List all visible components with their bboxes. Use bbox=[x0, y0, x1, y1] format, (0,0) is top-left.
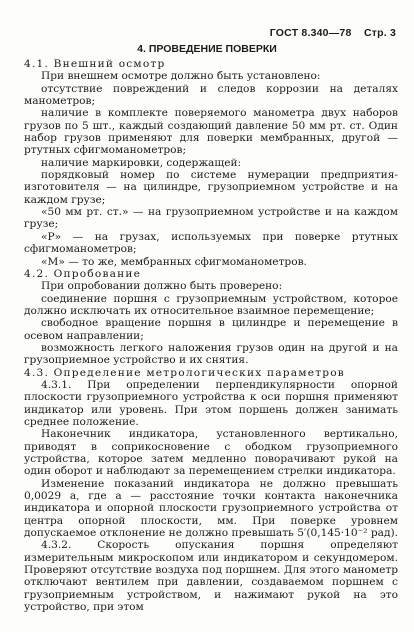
paragraph: 4.3.2. Скорость опускания поршня определяют измерительным микроскопом или индикатором и секундомером. Проверяют отсутствие воздуха под поршнем. Для этого манометр отключают вентилем при давлении, создаваемом поршнем с грузоприемным устройством, и нажимают рукой на это устройство, при этом bbox=[24, 539, 398, 614]
subsection-heading: 4.3. Определение метрологических параметров bbox=[24, 366, 345, 379]
paragraph: свободное вращение поршня в цилиндре и перемещение в осевом направлении; bbox=[24, 317, 398, 342]
document-body bbox=[24, 58, 398, 613]
subsection-heading: 4.1. Внешний осмотр bbox=[24, 58, 166, 70]
paragraph: Наконечник индикатора, установленного вертикально, приводят в соприкосновение с ободком грузоприемного устройства, которое затем медленно поворачивают рукой на один оборот и наблюдают за перемещением стрелки индикатора. bbox=[24, 428, 398, 478]
page-header bbox=[270, 27, 396, 39]
paragraph: «50 мм рт. ст.» — на грузоприемном устройстве и на каждом грузе; bbox=[24, 206, 398, 231]
paragraph: Изменение показаний индикатора не должно превышать 0,0029 a, где a — расстояние точки контакта наконечника индикатора и опорной плоскости грузоприемного устройства от центра опорной плоскости, мм. При поверке уровнем допускаемое отклонение не должно превышать 5′(0,145·10⁻² рад). bbox=[24, 477, 398, 540]
page-number: Стр. 3 bbox=[363, 27, 396, 39]
paragraph: наличие в комплекте поверяемого манометра двух наборов грузов по 5 шт., каждый создающий давление 50 мм рт. ст. Один набор грузов применяют для поверки мембранных, другой — ртутных сфигмоманометров; bbox=[24, 107, 398, 157]
paragraph: отсутствие повреждений и следов коррозии на деталях манометров; bbox=[24, 82, 398, 108]
paragraph: При внешнем осмотре должно быть установлено: bbox=[41, 70, 321, 83]
subsection-heading: 4.2. Опробование bbox=[24, 267, 142, 280]
paragraph: наличие маркировки, содержащей: bbox=[41, 156, 242, 169]
paragraph: соединение поршня с грузоприемным устройством, которое должно исключать их относительное взаимное перемещение; bbox=[24, 292, 398, 317]
section-title: 4. ПРОВЕДЕНИЕ ПОВЕРКИ bbox=[137, 43, 277, 55]
standard-number: ГОСТ 8.340—78 bbox=[269, 27, 352, 39]
paragraph: порядковый номер по системе нумерации предприятия-изготовителя — на цилиндре, грузоприемном устройстве и на каждом грузе; bbox=[24, 169, 398, 206]
paragraph: «Р» — на грузах, используемых при поверке ртутных сфигмоманометров; bbox=[24, 230, 398, 256]
paragraph: «М» — то же, мембранных сфигмоманометров. bbox=[41, 255, 307, 268]
paragraph: возможность легкого наложения грузов один на другой и на грузоприемное устройство и их снятия. bbox=[24, 341, 398, 367]
paragraph: 4.3.1. При определении перпендикулярности опорной плоскости грузоприемного устройства к оси поршня применяют индикатор или уровень. При этом поршень должен занимать среднее положение. bbox=[24, 378, 398, 428]
paragraph: При опробовании должно быть проверено: bbox=[41, 280, 283, 293]
